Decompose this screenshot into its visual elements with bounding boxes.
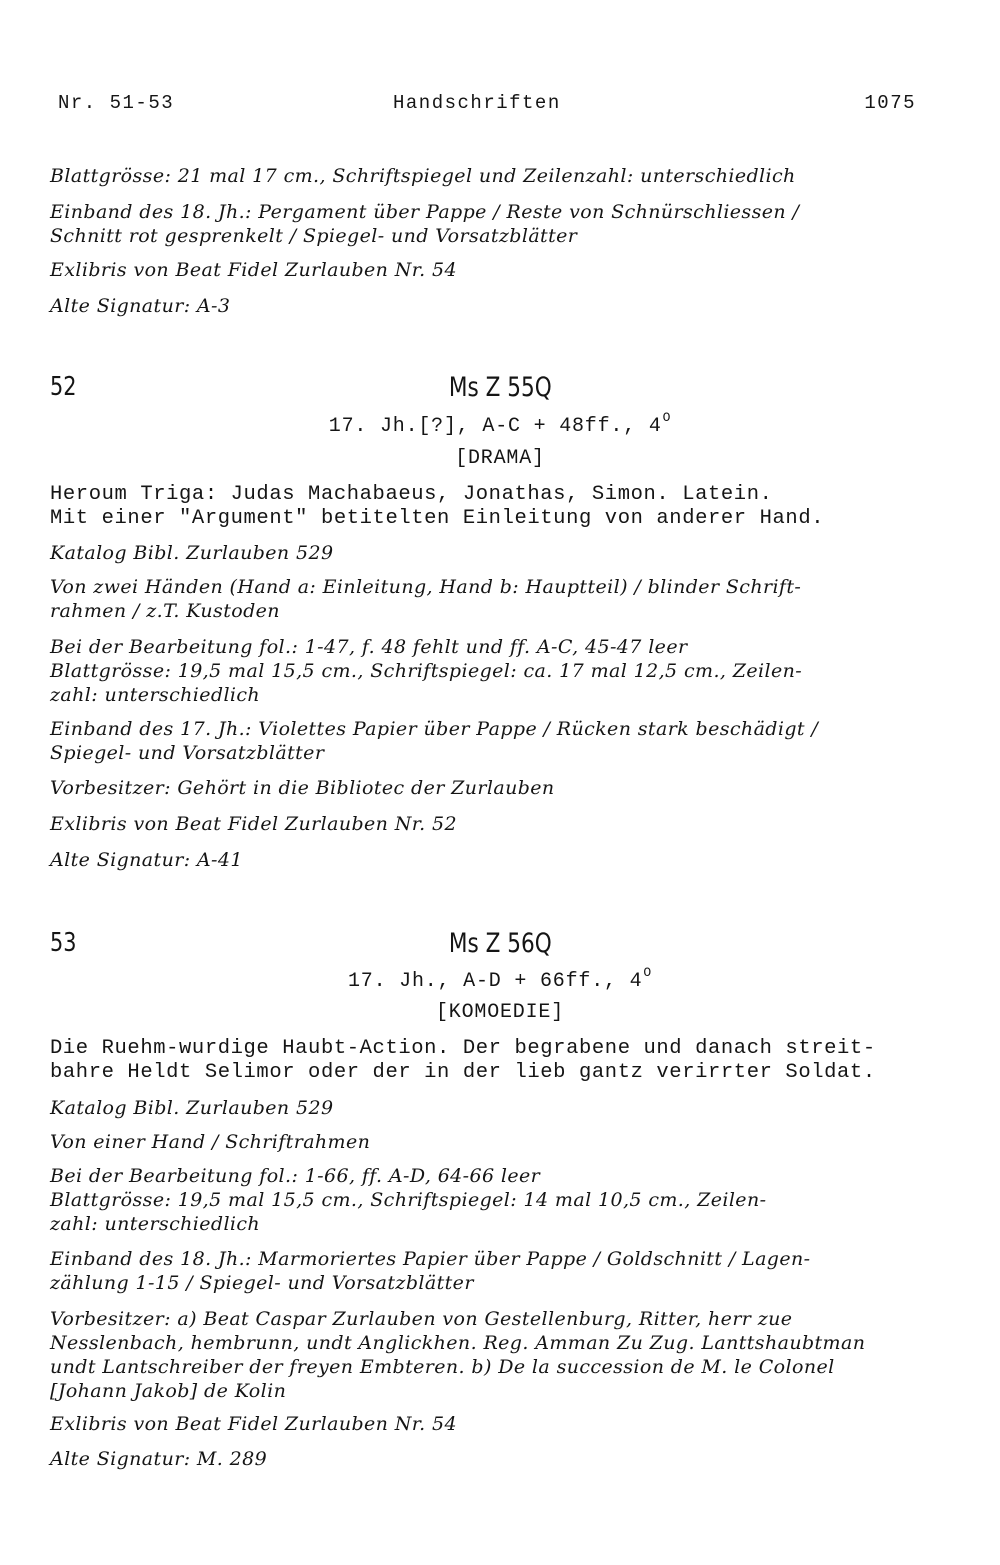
entry53-catalog: Katalog Bibl. Zurlauben 529: [50, 1097, 334, 1119]
entry53-provenance: Vorbesitzer: a) Beat Caspar Zurlauben von Gestellenburg, Ritter, herr zue Nesslenbach, hembrunn, undt Anglickhen. Reg. Amman Zu Zug. Lanttshaubtman undt Lantschreiber der freyen Embteren. b) De la succession de M. le Colonel [Johann Jakob] de Kolin: [50, 1308, 866, 1402]
entry53-binding: Einband des 18. Jh.: Marmoriertes Papier über Pappe / Goldschnitt / Lagen- zählung 1-15 / Spiegel- und Vorsatzblätter: [50, 1248, 811, 1294]
entry53-foliation: Bei der Bearbeitung fol.: 1-66, ff. A-D, 64-66 leer Blattgrösse: 19,5 mal 15,5 cm., Schriftspiegel: 14 mal 10,5 cm., Zeilen- zahl: unterschiedlich: [50, 1165, 767, 1235]
entry52-catalog: Katalog Bibl. Zurlauben 529: [50, 542, 334, 564]
entry52-hands: Von zwei Händen (Hand a: Einleitung, Hand b: Hauptteil) / blinder Schrift- rahmen / z.T. Kustoden: [50, 576, 802, 622]
entry52-number: 52: [50, 372, 77, 402]
entry52-foliation: Bei der Bearbeitung fol.: 1-47, f. 48 fehlt und ff. A-C, 45-47 leer Blattgrösse: 19,5 mal 15,5 cm., Schriftspiegel: ca. 17 mal 12,5 cm., Zeilen- zahl: unterschiedlich: [50, 636, 803, 706]
entry52-exlibris: Exlibris von Beat Fidel Zurlauben Nr. 52: [50, 813, 458, 835]
entry53-date-extent: 17. Jh., A-D + 66ff., $4^O$: [347, 965, 653, 993]
page-header: [58, 92, 916, 120]
section-title: Handschriften: [393, 92, 561, 114]
entry53-title: Die Ruehm-wurdige Haubt-Action. Der begrabene und danach streit- bahre Heldt Selimor oder der in der lieb gantz verirrter Soldat.: [50, 1037, 876, 1084]
entry52-title: Heroum Triga: Judas Machabaeus, Jonathas, Simon. Latein. Mit einer "Argument" betitelten Einleitung von anderer Hand.: [50, 483, 825, 530]
entry51-format: Blattgrösse: 21 mal 17 cm., Schriftspiegel und Zeilenzahl: unterschiedlich: [50, 165, 796, 187]
degree-mark: O: [662, 410, 672, 425]
entry52-genre: [DRAMA]: [455, 447, 545, 470]
degree-mark: O: [643, 965, 653, 980]
entry53-shelfmark: Ms Z 56Q: [448, 928, 552, 959]
entry52-old-signature: Alte Signatur: A-41: [50, 849, 243, 871]
entry52-date-extent: 17. Jh.[?], A-C + 48ff., $4^O$: [328, 410, 672, 438]
page-number: 1075: [864, 92, 916, 114]
entry51-old-signature: Alte Signatur: A-3: [50, 295, 231, 317]
entry52-provenance: Vorbesitzer: Gehört in die Bibliotec der Zurlauben: [50, 777, 555, 799]
entry51-exlibris: Exlibris von Beat Fidel Zurlauben Nr. 54: [50, 259, 458, 281]
entry51-binding: Einband des 18. Jh.: Pergament über Pappe / Reste von Schnürschliessen / Schnitt rot gesprenkelt / Spiegel- und Vorsatzblätter: [50, 201, 800, 247]
entry53-number: 53: [50, 928, 77, 958]
entry53-exlibris: Exlibris von Beat Fidel Zurlauben Nr. 54: [50, 1413, 458, 1435]
entry52-binding: Einband des 17. Jh.: Violettes Papier über Pappe / Rücken stark beschädigt / Spiegel- und Vorsatzblätter: [50, 718, 819, 764]
entry52-shelfmark: Ms Z 55Q: [448, 372, 552, 403]
entry53-old-signature: Alte Signatur: M. 289: [50, 1448, 268, 1470]
entry53-hands: Von einer Hand / Schriftrahmen: [50, 1131, 371, 1153]
entry-range: Nr. 51-53: [58, 92, 175, 114]
entry53-genre: [KOMOEDIE]: [435, 1001, 565, 1024]
